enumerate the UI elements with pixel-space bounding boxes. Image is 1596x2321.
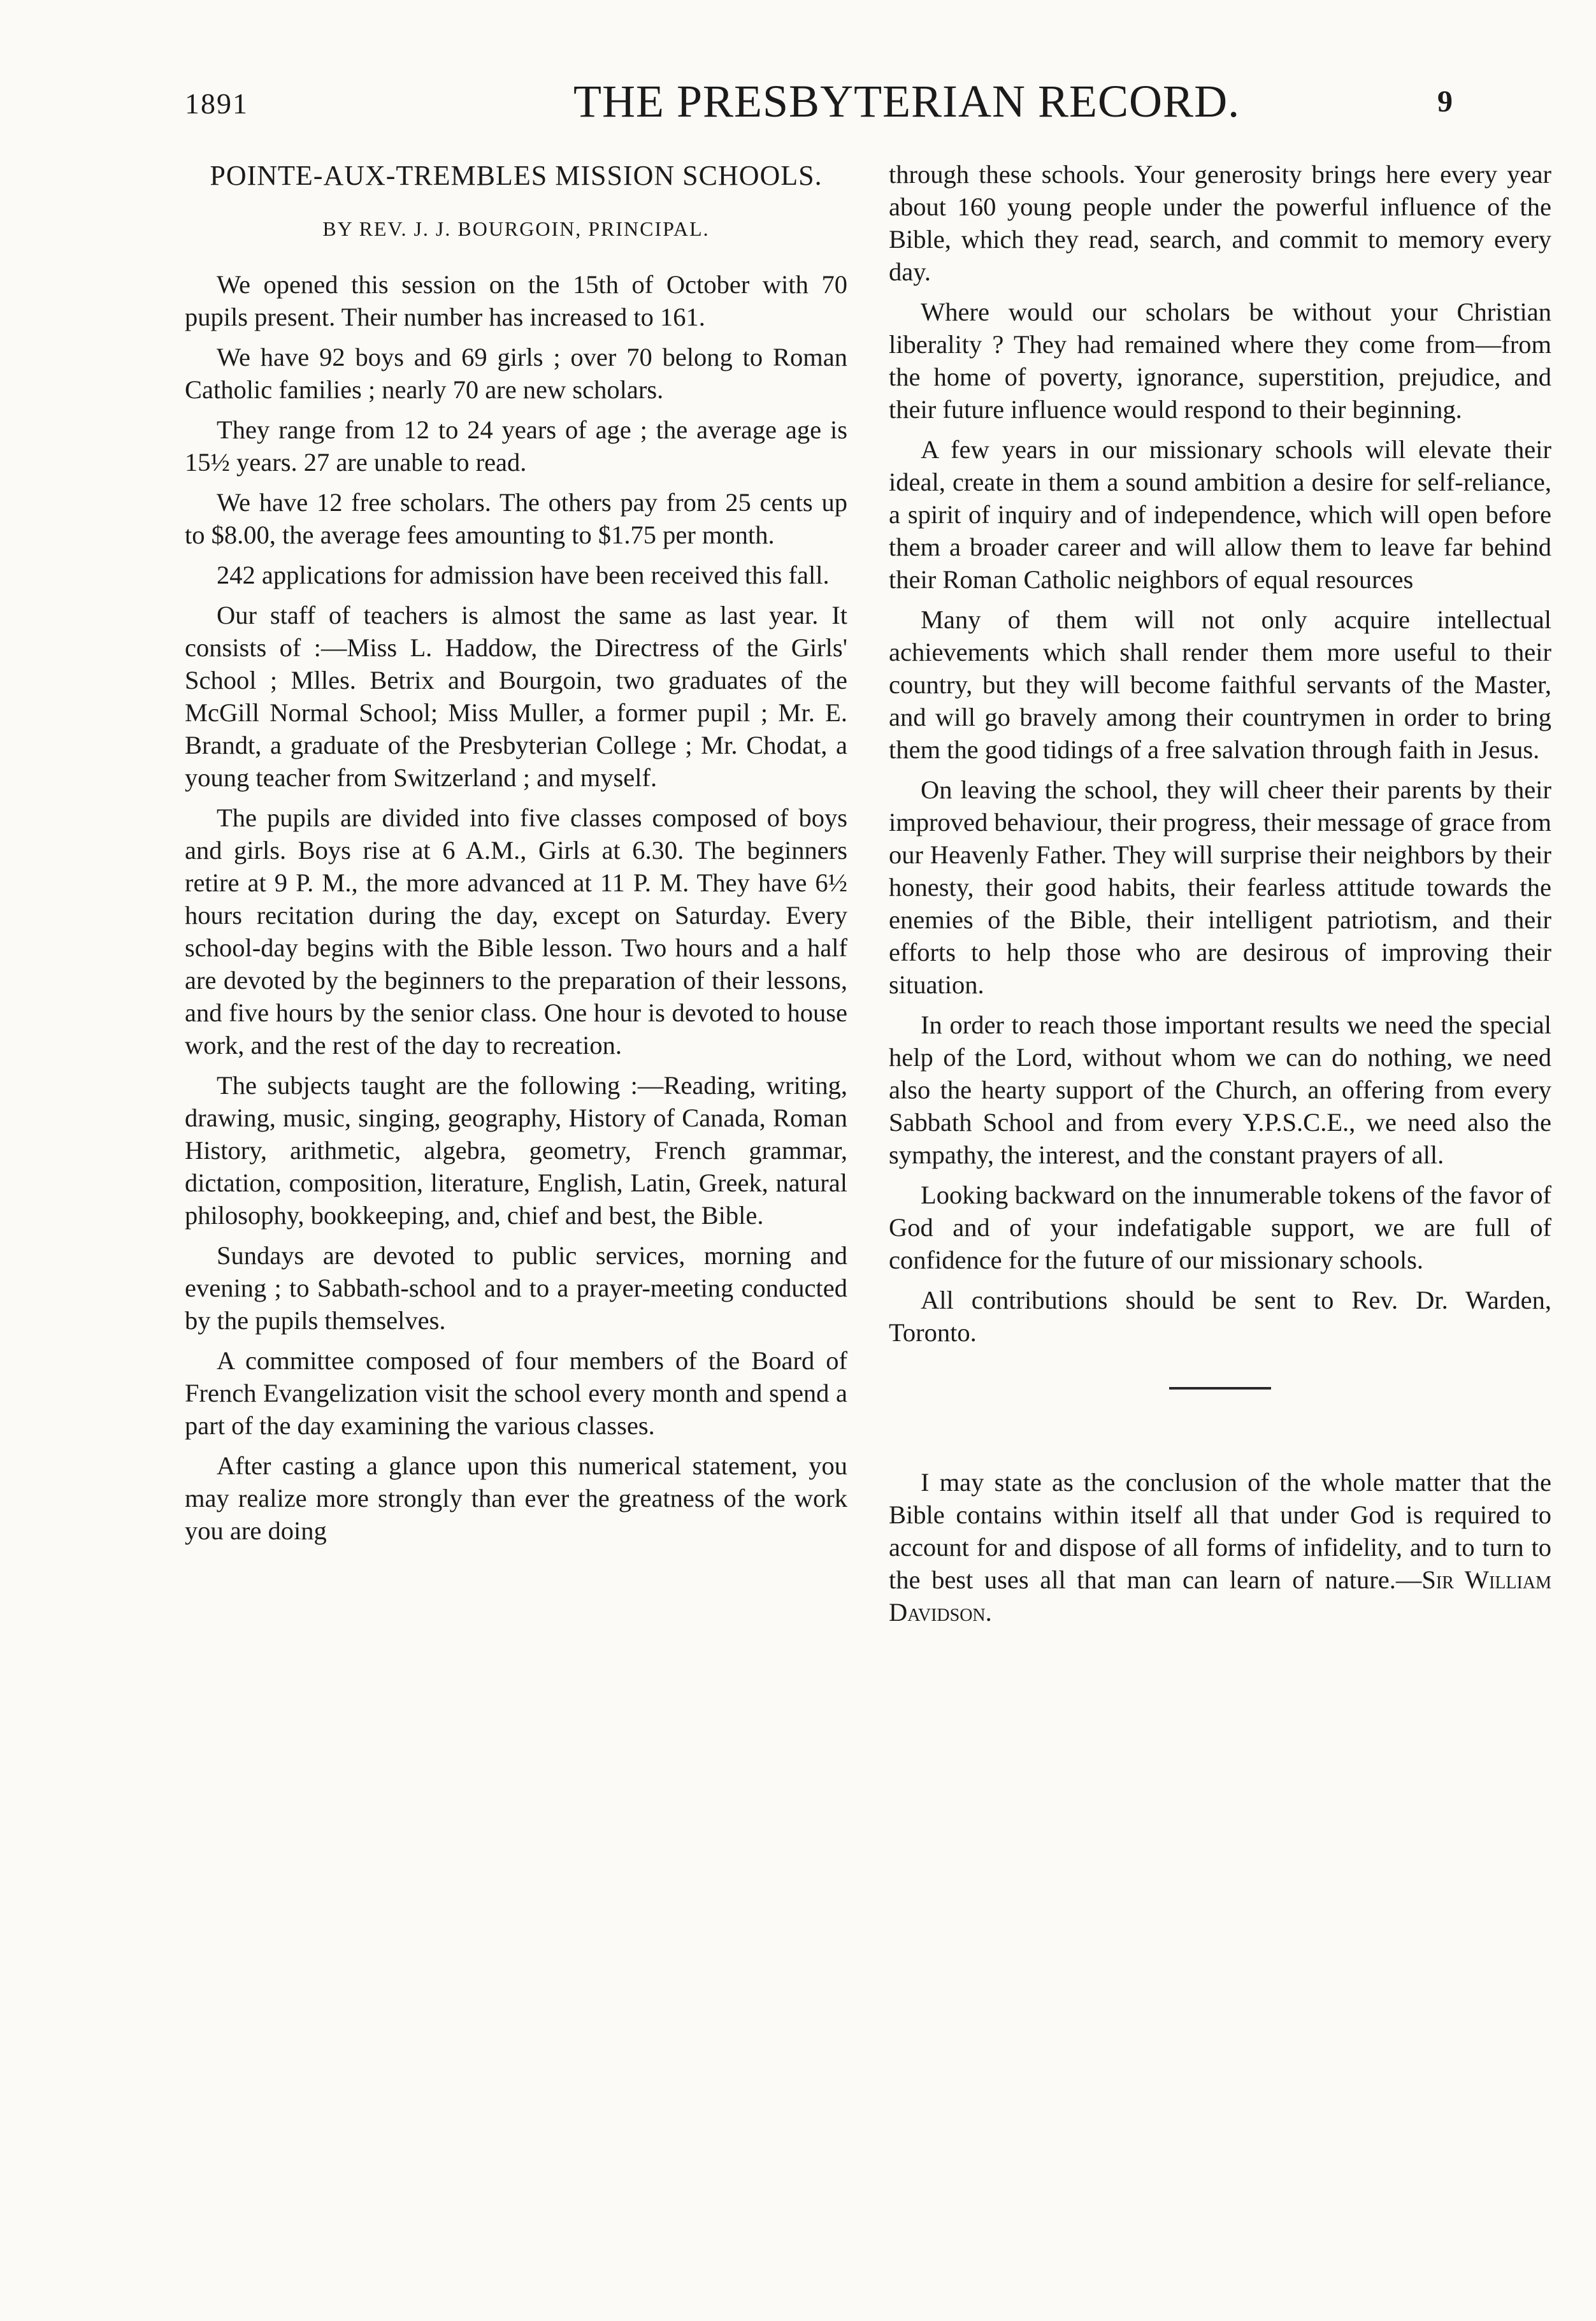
paragraph: On leaving the school, they will cheer their parents by their improved behaviour, their progress, their message of grace from our Heavenly Father. They will surprise their neighbors by their honesty, their good habits, their fearless attitude towards the enemies of the Bible, their intelligent patriotism, and their efforts to help those who are desirous of improving their situation. (889, 775, 1551, 999)
running-head (185, 75, 1453, 133)
section-divider (1169, 1387, 1271, 1390)
article-title: POINTE-AUX-TREMBLES MISSION SCHOOLS. (210, 160, 823, 191)
header-year: 1891 (185, 87, 248, 120)
paragraph: A committee composed of four members of the Board of French Evangelization visit the school every month and spend a part of the day examining the various classes. (185, 1346, 847, 1440)
paragraph: They range from 12 to 24 years of age ; the average age is 15½ years. 27 are unable to read. (185, 415, 847, 477)
paragraph: The subjects taught are the following :—Reading, writing, drawing, music, singing, geography, History of Canada, Roman History, arithmetic, algebra, geometry, French grammar, dictation, composition, literature, English, Latin, Greek, natural philosophy, bookkeeping, and, chief and best, the Bible. (185, 1071, 847, 1230)
paragraph: After casting a glance upon this numerical statement, you may realize more strongly than ever the greatness of the work you are doing (185, 1451, 847, 1545)
quote-author: Sir William Davidson. (889, 1565, 1551, 1627)
paragraph: Looking backward on the innumerable tokens of the favor of God and of your indefatigable support, we are full of confidence for the future of our missionary schools. (889, 1181, 1551, 1274)
paragraph: Sundays are devoted to public services, morning and evening ; to Sabbath-school and to a prayer-meeting conducted by the pupils themselves. (185, 1241, 847, 1335)
paragraph: 242 applications for admission have been received this fall. (217, 561, 830, 589)
paragraph: All contributions should be sent to Rev. Dr. Warden, Toronto. (889, 1286, 1551, 1347)
paragraph: The pupils are divided into five classes composed of boys and girls. Boys rise at 6 A.M., Girls at 6.30. The beginners retire at 9 P. M., the more advanced at 11 P. M. They have 6½ hours recitation during the day, except on Saturday. Every school-day begins with the Bible lesson. Two hours and a half are devoted by the beginners to the preparation of their lessons, and five hours by the senior class. One hour is devoted to house work, and the rest of the day to recreation. (185, 803, 847, 1060)
paragraph: We opened this session on the 15th of October with 70 pupils present. Their number has increased to 161. (185, 270, 847, 331)
paragraph: Our staff of teachers is almost the same as last year. It consists of :—Miss L. Haddow, the Directress of the Girls' School ; Mlles. Betrix and Bourgoin, two graduates of the McGill Normal School; Miss Muller, a former pupil ; Mr. E. Brandt, a graduate of the Presbyterian College ; Mr. Chodat, a young teacher from Switzerland ; and myself. (185, 601, 847, 792)
page-number: 9 (1437, 85, 1453, 119)
paragraph: In order to reach those important results we need the special help of the Lord, without whom we can do nothing, we need also the hearty support of the Church, an offering from every Sabbath School and from every Y.P.S.C.E., we need also the sympathy, the interest, and the constant prayers of all. (889, 1010, 1551, 1169)
quote-text: I may state as the conclusion of the whole matter that the Bible contains within itself all that under God is required to account for and dispose of all forms of infidelity, and to turn to the best uses all that man can learn of nature.— (889, 1468, 1551, 1594)
paragraph-continuation: through these schools. Your generosity brings here every year about 160 young people under the powerful influence of the Bible, which they read, search, and commit to memory every day. (889, 160, 1551, 286)
paragraph: Where would our scholars be without your Christian liberality ? They had remained where they come from—from the home of poverty, ignorance, superstition, prejudice, and their future influence would respond to their beginning. (889, 298, 1551, 424)
right-column (889, 158, 1551, 1636)
header-title: THE PRESBYTERIAN RECORD. (573, 76, 1240, 127)
paragraph: A few years in our missionary schools will elevate their ideal, create in them a sound ambition a desire for self-reliance, a spirit of inquiry and of independence, which will open before them a broader career and will allow them to leave far behind their Roman Catholic neighbors of equal resources (889, 435, 1551, 594)
quote-paragraph (889, 1466, 1551, 1628)
article-byline: BY REV. J. J. BOURGOIN, PRINCIPAL. (322, 217, 710, 240)
paragraph: We have 12 free scholars. The others pay from 25 cents up to $8.00, the average fees amounting to $1.75 per month. (185, 488, 847, 549)
paragraph: We have 92 boys and 69 girls ; over 70 belong to Roman Catholic families ; nearly 70 are new scholars. (185, 343, 847, 404)
left-column (185, 158, 847, 1555)
paragraph: Many of them will not only acquire intellectual achievements which shall render them more useful to their country, but they will become faithful servants of the Master, and will go bravely among their countrymen in order to bring them the good tidings of a free salvation through faith in Jesus. (889, 605, 1551, 764)
